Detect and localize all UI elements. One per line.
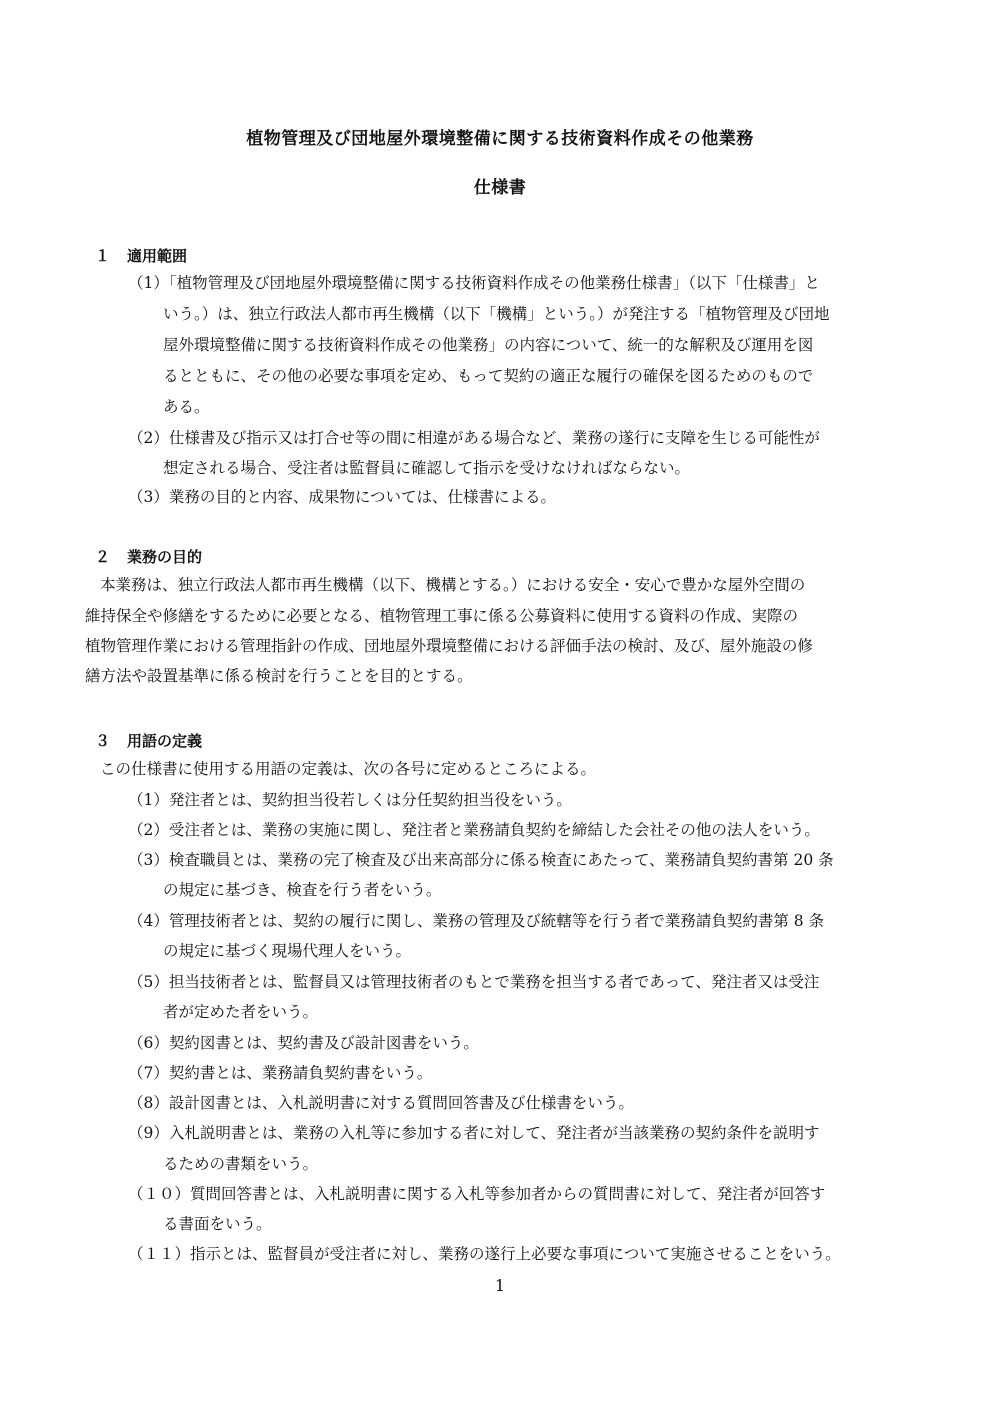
page-number: 1 xyxy=(494,1276,506,1295)
paragraph-line: 者が定めた者をいう。 xyxy=(163,1003,319,1021)
paragraph-line: 本業務は、独立行政法人都市再生機構（以下、機構とする。）における安全・安心で豊かな屋外空間の xyxy=(100,576,806,594)
paragraph-line: （3）業務の目的と内容、成果物については、仕様書による。 xyxy=(128,488,557,506)
paragraph-line: （4）管理技術者とは、契約の履行に関し、業務の管理及び統轄等を行う者で業務請負契約書第 8 条 xyxy=(128,912,825,930)
section-number: １ xyxy=(95,247,111,265)
paragraph-line: （5）担当技術者とは、監督員又は管理技術者のもとで業務を担当する者であって、発注者又は受注 xyxy=(128,973,820,991)
paragraph-line: この仕様書に使用する用語の定義は、次の各号に定めるところによる。 xyxy=(100,760,597,778)
document-title: 植物管理及び団地屋外環境整備に関する技術資料作成その他業務 xyxy=(246,129,754,149)
paragraph-line: 植物管理作業における管理指針の作成、団地屋外環境整備における評価手法の検討、及び、屋外施設の修 xyxy=(85,637,813,655)
section-number: ２ xyxy=(95,548,111,566)
paragraph-line: の規定に基づく現場代理人をいう。 xyxy=(163,942,412,960)
paragraph-line: （9）入札説明書とは、業務の入札等に参加する者に対して、発注者が当該業務の契約条件を説明す xyxy=(128,1124,820,1142)
paragraph-line: る書面をいう。 xyxy=(163,1215,272,1233)
section-heading-definitions xyxy=(95,730,202,751)
section-title: 用語の定義 xyxy=(127,732,203,750)
paragraph-line: （6）契約図書とは、契約書及び設計図書をいう。 xyxy=(128,1034,479,1052)
paragraph-line: の規定に基づき、検査を行う者をいう。 xyxy=(163,881,442,899)
paragraph-line: （2）仕様書及び指示又は打合せ等の間に相違がある場合など、業務の遂行に支障を生じる可能性が xyxy=(128,429,820,447)
section-heading-scope xyxy=(95,245,187,266)
paragraph-line: （１１）指示とは、監督員が受注者に対し、業務の遂行上必要な事項について実施させることをいう。 xyxy=(128,1245,841,1263)
paragraph-line: 想定される場合、受注者は監督員に確認して指示を受けなければならない。 xyxy=(163,459,691,477)
paragraph-line: （7）契約書とは、業務請負契約書をいう。 xyxy=(128,1064,433,1082)
paragraph-line: るとともに、その他の必要な事項を定め、もって契約の適正な履行の確保を図るためのもので xyxy=(163,367,814,385)
paragraph-line: るための書類をいう。 xyxy=(163,1155,319,1173)
paragraph-line: （1）「植物管理及び団地屋外環境整備に関する技術資料作成その他業務仕様書」（以下「仕様書」と xyxy=(128,274,820,292)
paragraph-line: （8）設計図書とは、入札説明書に対する質問回答書及び仕様書をいう。 xyxy=(128,1094,634,1112)
paragraph-line: 繕方法や設置基準に係る検討を行うことを目的とする。 xyxy=(85,667,473,685)
section-title: 業務の目的 xyxy=(127,548,203,566)
paragraph-line: （１０）質問回答書とは、入札説明書に関する入札等参加者からの質問書に対して、発注者が回答す xyxy=(128,1185,826,1203)
paragraph-line: 維持保全や修繕をするために必要となる、植物管理工事に係る公募資料に使用する資料の作成、実際の xyxy=(85,607,799,625)
paragraph-line: ある。 xyxy=(163,398,210,416)
section-number: ３ xyxy=(95,732,111,750)
paragraph-line: （1）発注者とは、契約担当役若しくは分任契約担当役をいう。 xyxy=(128,791,572,809)
paragraph-line: （3）検査職員とは、業務の完了検査及び出来高部分に係る検査にあたって、業務請負契約書第 20 条 xyxy=(128,851,834,869)
section-heading-purpose xyxy=(95,546,202,567)
document-subtitle: 仕様書 xyxy=(473,178,527,198)
section-title: 適用範囲 xyxy=(127,247,188,265)
paragraph-line: 屋外環境整備に関する技術資料作成その他業務」の内容について、統一的な解釈及び運用を図 xyxy=(163,336,814,354)
paragraph-line: （2）受注者とは、業務の実施に関し、発注者と業務請負契約を締結した会社その他の法人をいう。 xyxy=(128,821,820,839)
paragraph-line: いう。）は、独立行政法人都市再生機構（以下「機構」という。）が発注する「植物管理及び団地 xyxy=(163,305,830,323)
